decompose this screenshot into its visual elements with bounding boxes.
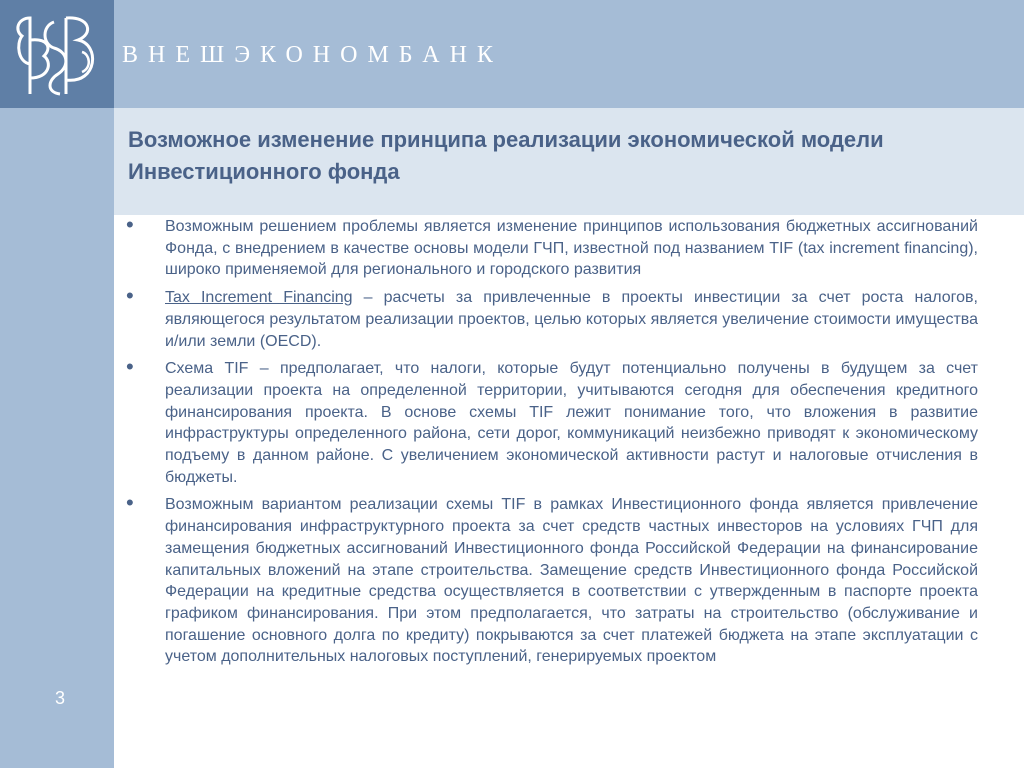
- bullet-item-2: [126, 283, 979, 352]
- bullet-dot-icon: •: [126, 283, 134, 309]
- slide-content: [126, 212, 979, 764]
- bullet-text: Возможным решением проблемы является изменение принципов использования бюджетных ассигнований Фонда, с внедрением в качестве основы модели ГЧП, известной под названием TIF (tax increment financing), широко применяемой для регионального и городского развития: [165, 218, 978, 279]
- header-band: [0, 0, 1024, 108]
- bullet-dot-icon: •: [126, 490, 134, 516]
- bullet-text: – расчеты за привлеченные в проекты инвестиции за счет роста налогов, являющегося результатом реализации проектов, целью которых является увеличение стоимости имущества и/или земли (OECD).: [165, 289, 979, 350]
- tif-term-link[interactable]: Tax Increment Financing: [165, 289, 353, 307]
- bullet-text: Схема TIF – предполагает, что налоги, которые будут потенциально получены в будущем за счет реализации проекта на определенной территории, учитываются сегодня для обеспечения кредитного финансирования проекта. В основе схемы TIF лежит понимание того, что вложения в развитие инфраструктуры определенного района, сети дорог, коммуникаций неизбежно приводят к экономическому подъему в данном районе. С увеличением экономической активности растут и налоговые отчисления в бюджеты.: [165, 360, 978, 486]
- bullet-text: Возможным вариантом реализации схемы TIF в рамках Инвестиционного фонда является привлечение финансирования инфраструктурного проекта за счет средств частных инвесторов на условиях ГЧП для замещения бюджетных ассигнований Инвестиционного фонда Российской Федерации на финансирование капитальных вложений на этапе строительства. Замещение средств Инвестиционного фонда Российской Федерации на кредитные средства осуществляется в соответствии с утвержденным в паспорте проекта графиком финансирования. При этом предполагается, что затраты на строительство (обслуживание и погашение основного долга по кредиту) покрываются за счет платежей бюджета на этапе эксплуатации с учетом дополнительных налоговых поступлений, генерируемых проектом: [165, 496, 978, 666]
- bullet-list: [126, 212, 979, 668]
- bank-logo: [0, 0, 114, 108]
- page-title-line-2: Инвестиционного фонда: [128, 159, 400, 184]
- page-number: 3: [54, 688, 65, 708]
- page-title-line-1: Возможное изменение принципа реализации экономической модели: [128, 127, 884, 152]
- bullet-dot-icon: •: [126, 354, 134, 380]
- page-title: [128, 124, 1018, 188]
- title-band: [114, 108, 1024, 215]
- bullet-item-1: [126, 212, 978, 281]
- veb-monogram-icon: [8, 4, 108, 104]
- left-sidebar: [0, 108, 114, 768]
- bullet-item-4: [126, 490, 978, 668]
- bullet-dot-icon: •: [126, 212, 134, 237]
- bullet-item-3: [126, 354, 978, 488]
- bank-name: ВНЕШЭКОНОМБАНК: [122, 42, 503, 68]
